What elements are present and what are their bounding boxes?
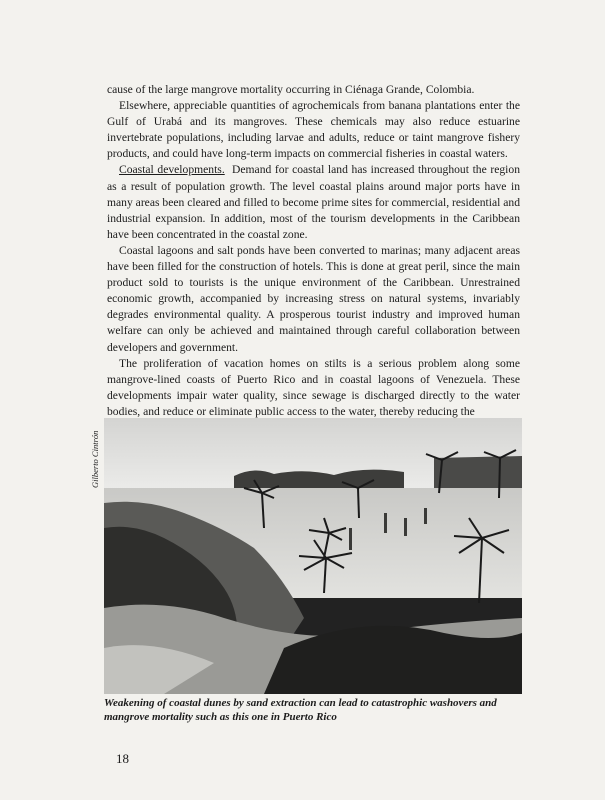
body-text xyxy=(107,82,520,420)
paragraph: cause of the large mangrove mortality occurring in Ciénaga Grande, Colombia. xyxy=(107,83,475,96)
photo-credit-text: Gilberto Cintrón xyxy=(90,430,100,488)
paragraph-text: Demand for coastal land has increased throughout the region as a result of population growth. The level coastal plains around major ports have in many areas been cleared and filled to become prime sites for commercial, residential and industrial expansion. In addition, most of the tourism developments in the Caribbean have been concentrated in the coastal zone. xyxy=(107,163,521,241)
figure-caption: Weakening of coastal dunes by sand extraction can lead to catastrophic washovers and mangrove mortality such as this one in Puerto Rico xyxy=(104,697,497,723)
figure-photo xyxy=(104,418,522,694)
paragraph: Coastal lagoons and salt ponds have been converted to marinas; many adjacent areas have been filled for the construction of hotels. This is done at great peril, since the main product sold to tourists is the unique environment of the Caribbean. Unrestrained economic growth, accompanied by increasing stress on natural systems, invariably degrades environmental quality. A prosperous tourist industry and improved human welfare can only be achieved and maintained through careful collaboration between developers and government. xyxy=(107,243,520,354)
paragraph: Elsewhere, appreciable quantities of agrochemicals from banana plantations enter the Gulf of Urabá and its mangroves. These chemicals may also reduce estuarine invertebrate populations, including larvae and adults, reduce or taint mangrove fishery products, and could have long-term impacts on commercial fisheries in coastal waters. xyxy=(107,99,520,161)
paragraph xyxy=(107,162,520,242)
paragraph: The proliferation of vacation homes on stilts is a serious problem along some mangrove-lined coasts of Puerto Rico and in coastal lagoons of Venezuela. These developments impair water quality, since sewage is discharged directly to the water bodies, and reduce or eliminate public access to the water, thereby reducing the xyxy=(107,356,520,418)
page-number: 18 xyxy=(116,751,129,766)
coastal-washover-photo xyxy=(104,418,522,694)
section-heading: Coastal developments. xyxy=(119,163,225,177)
distant-treeline xyxy=(234,470,404,488)
photo-credit xyxy=(90,418,104,498)
